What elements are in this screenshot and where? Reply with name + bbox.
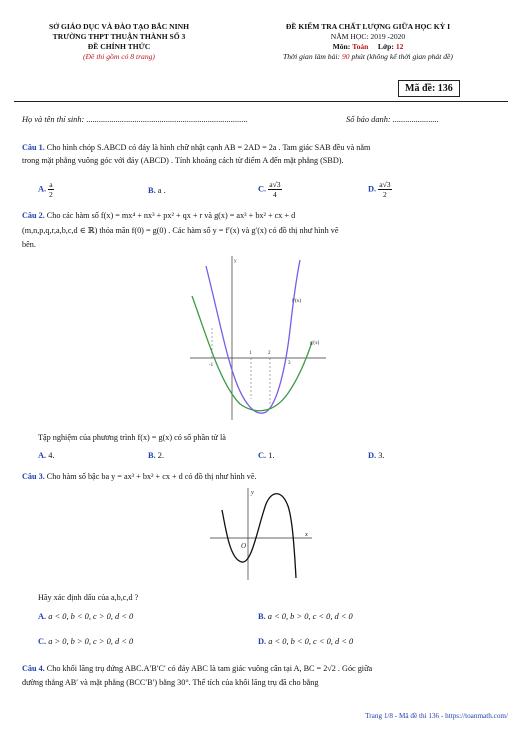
q1-option-c-key: C. <box>258 184 267 194</box>
subject-value: Toán <box>352 42 369 51</box>
q4-line2: đường thẳng AB′ và mặt phẳng (BCC′B′) bằng 30°. Thể tích của khối lăng trụ đã cho bằng <box>22 678 319 687</box>
subject-line <box>228 42 508 52</box>
q2-label: Câu 2. <box>22 211 45 220</box>
exam-title: ĐỀ KIỂM TRA CHẤT LƯỢNG GIỮA HỌC KỲ I <box>285 22 451 31</box>
q1-option-b-text: a . <box>157 186 166 195</box>
q2-line3: bên. <box>22 240 36 249</box>
q1-option-a <box>38 180 54 199</box>
q3-x-label: x <box>305 531 308 538</box>
q3-label: Câu 3. <box>22 472 45 481</box>
q2-question: Tập nghiệm của phương trình f(x) = g(x) có số phần tử là <box>38 433 226 442</box>
question-2 <box>22 210 512 222</box>
q3-y-label: y <box>251 489 254 496</box>
q2-option-c: C. 1. <box>258 451 275 460</box>
q4-label: Câu 4. <box>22 664 45 673</box>
q2-gprime-curve <box>192 296 312 411</box>
q2-option-a: A. 4. <box>38 451 55 460</box>
q2-option-d: D. 3. <box>368 451 385 460</box>
q3-option-d: D. a < 0, b < 0, c < 0, d < 0 <box>258 637 354 646</box>
q2-y-label: y <box>234 259 237 264</box>
grade-value: 12 <box>395 42 404 51</box>
page-footer: Trang 1/8 - Mã đề thi 136 - https://toanmath.com/ <box>365 712 508 720</box>
q3-option-a: A. a < 0, b < 0, c > 0, d < 0 <box>38 612 134 621</box>
q1-option-a-key: A. <box>38 184 47 194</box>
official-label: ĐỀ CHÍNH THỨC <box>87 42 151 51</box>
student-name-line: Họ và tên thí sinh: ............................................................................. <box>22 115 248 124</box>
q1-option-c <box>258 180 282 199</box>
q3-cubic-curve <box>222 494 296 578</box>
q2-fprime-curve <box>206 260 300 413</box>
subject-label: Môn: <box>332 42 351 51</box>
q1-option-d <box>368 180 392 199</box>
q3-origin-label: O <box>241 542 247 550</box>
pages-note: (Đề thi gồm có 8 trang) <box>83 52 155 61</box>
q1-option-d-frac: $\frac{a√3}{2}$ <box>379 180 391 199</box>
q1-option-d-key: D. <box>368 184 377 194</box>
q2-tick-1: 1 <box>249 351 252 356</box>
q2-tick-m1: -1 <box>209 363 214 368</box>
q3-cubic-graph <box>208 486 316 582</box>
q2-tick-2: 2 <box>268 351 271 356</box>
q3-option-b: B. a < 0, b > 0, c < 0, d < 0 <box>258 612 353 621</box>
q1-line2: trong mặt phẳng vuông góc với đáy (ABCD) . Tính khoảng cách từ điểm A đến mặt phẳng (SBD). <box>22 156 344 165</box>
q1-label: Câu 1. <box>22 143 45 152</box>
header-divider <box>14 101 508 102</box>
q2-line2: (m,n,p,q,r,a,b,c,d ∈ ℝ) thỏa mãn f(0) = g(0) . Các hàm số y = f′(x) và g′(x) có đồ thị như hình vẽ <box>22 226 339 235</box>
question-1 <box>22 142 512 154</box>
q1-option-a-frac: $\frac{a}{2}$ <box>49 180 53 199</box>
dept-name: SỞ GIÁO DỤC VÀ ĐÀO TẠO BẮC NINH <box>48 22 189 31</box>
q1-option-b-key: B. <box>148 186 156 195</box>
school-year: NĂM HỌC: 2019 -2020 <box>330 32 406 41</box>
time-line <box>228 52 508 62</box>
q1-option-b <box>148 186 166 195</box>
exam-code-box: Mã đề: 136 <box>398 80 460 97</box>
grade-label: Lớp: <box>377 42 394 51</box>
time-suffix: phút (không kể thời gian phát đề) <box>351 52 453 61</box>
q2-option-b: B. 2. <box>148 451 165 460</box>
school-name: TRƯỜNG THPT THUẬN THÀNH SỐ 3 <box>52 32 186 41</box>
question-3 <box>22 471 512 483</box>
q3-line1: Cho hàm số bậc ba y = ax³ + bx² + cx + d có đồ thị như hình vẽ. <box>46 472 257 481</box>
student-id-line: Số báo danh: ...................... <box>346 115 439 124</box>
time-prefix: Thời gian làm bài: <box>283 52 341 61</box>
q2-tick-3: 3 <box>288 361 291 366</box>
q2-fprime-label: f'(x) <box>292 298 302 304</box>
q2-derivative-graph <box>188 254 328 422</box>
q3-question: Hãy xác định dấu của a,b,c,d ? <box>38 593 139 602</box>
q1-line1: Cho hình chóp S.ABCD có đáy là hình chữ nhật cạnh AB = 2AD = 2a . Tam giác SAB đều và nằm <box>46 143 371 152</box>
q4-line1: Cho khối lăng trụ đứng ABC.A′B′C′ có đáy ABC là tam giác vuông cân tại A, BC = 2√2 . Góc giữa <box>46 664 373 673</box>
q2-gprime-label: g'(x) <box>310 341 320 346</box>
question-4 <box>22 663 512 675</box>
q1-option-c-frac: $\frac{a√3}{4}$ <box>269 180 281 199</box>
time-value: 90 <box>341 52 350 61</box>
q2-line1: Cho các hàm số f(x) = mx⁴ + nx³ + px² + qx + r và g(x) = ax³ + bx² + cx + d <box>46 211 296 220</box>
q3-option-c: C. a > 0, b > 0, c > 0, d < 0 <box>38 637 134 646</box>
